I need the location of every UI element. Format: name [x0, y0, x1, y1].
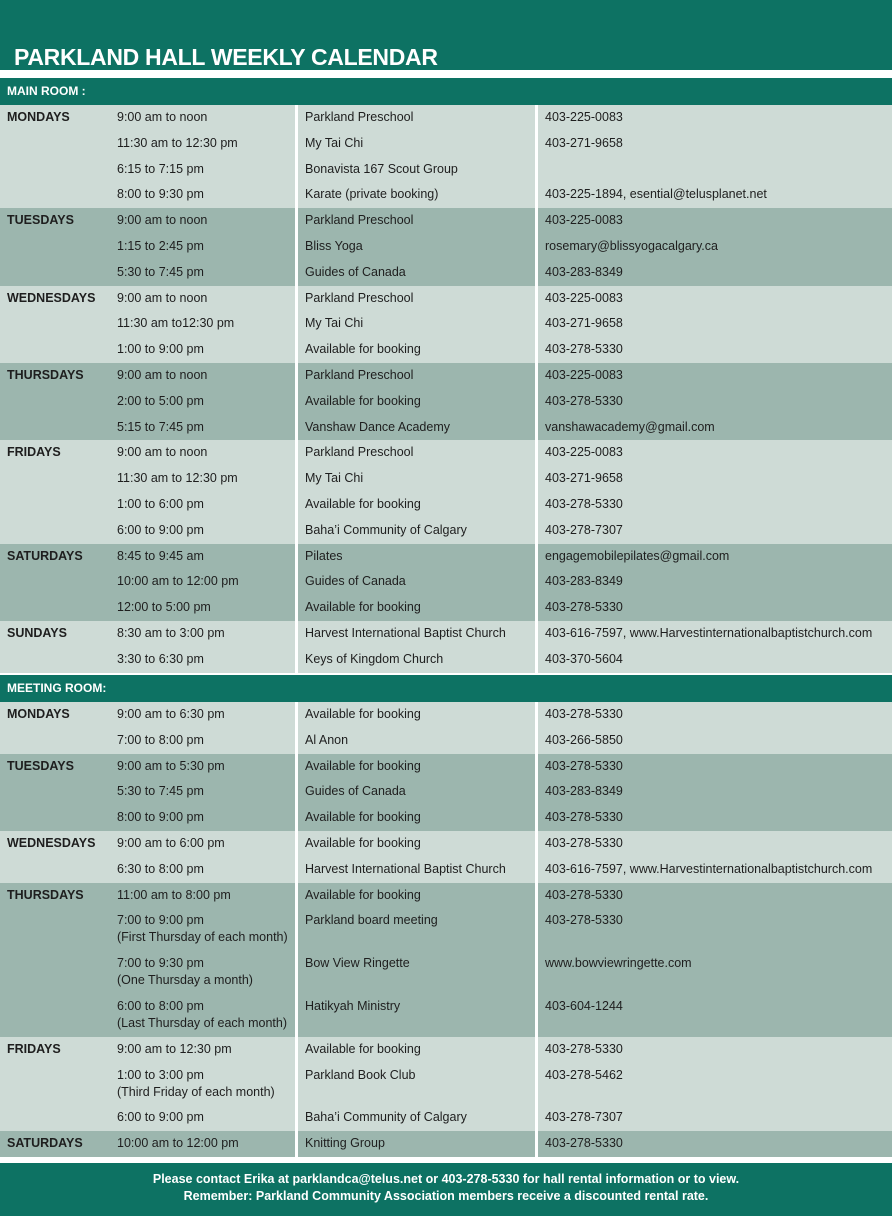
day-label: SATURDAYS — [7, 1136, 83, 1151]
time-text: 9:00 am to noon — [117, 110, 208, 124]
contact-info: rosemary@blissyogacalgary.ca — [545, 238, 718, 253]
column-divider — [295, 1037, 298, 1131]
page-title: PARKLAND HALL WEEKLY CALENDAR — [14, 44, 438, 70]
day-label: MONDAYS — [7, 110, 70, 124]
activity-name: Pilates — [305, 548, 343, 563]
time-slot — [117, 135, 238, 152]
section-header: MAIN ROOM : — [0, 78, 892, 105]
activity-name: Baha’i Community of Calgary — [305, 522, 467, 537]
time-slot — [117, 783, 204, 800]
time-slot — [117, 861, 204, 878]
time-text: 8:45 to 9:45 am — [117, 548, 204, 563]
time-text: 11:30 am to12:30 pm — [117, 316, 235, 331]
contact-info: 403-283-8349 — [545, 784, 623, 799]
time-slot — [117, 548, 204, 565]
column-divider — [295, 363, 298, 440]
contact-info: 403-225-0083 — [545, 110, 623, 124]
column-divider — [535, 754, 538, 831]
time-text: 10:00 am to 12:00 pm — [117, 574, 239, 589]
activity-name: Keys of Kingdom Church — [305, 651, 444, 666]
time-slot — [117, 522, 204, 539]
contact-info: 403-278-5330 — [545, 1136, 623, 1151]
activity-name: Available for booking — [305, 393, 421, 408]
contact-info: 403-278-5330 — [545, 342, 623, 357]
contact-info: vanshawacademy@gmail.com — [545, 419, 715, 434]
day-group — [0, 440, 892, 543]
day-label: MONDAYS — [7, 707, 70, 721]
contact-info: 403-278-5330 — [545, 600, 623, 615]
time-text: 11:30 am to 12:30 pm — [117, 471, 238, 486]
time-slot — [117, 1109, 204, 1126]
time-note: (One Thursday a month) — [117, 973, 253, 988]
time-text: 9:00 am to noon — [117, 445, 208, 460]
day-group — [0, 621, 892, 673]
day-label: TUESDAYS — [7, 758, 74, 773]
time-slot — [117, 809, 204, 826]
time-slot — [117, 887, 231, 904]
contact-info: 403-616-7597, www.Harvestinternationalbaptistchurch.com — [545, 626, 873, 640]
column-divider — [295, 621, 298, 673]
day-group — [0, 702, 892, 754]
contact-info: 403-278-5330 — [545, 393, 623, 408]
day-group — [0, 544, 892, 621]
time-text: 7:00 to 8:00 pm — [117, 732, 204, 747]
activity-name: Parkland Preschool — [305, 445, 414, 460]
activity-name: Knitting Group — [305, 1136, 385, 1151]
time-slot — [117, 212, 207, 229]
time-slot — [117, 955, 253, 989]
time-text: 2:00 to 5:00 pm — [117, 393, 204, 408]
contact-info: 403-225-0083 — [545, 368, 623, 382]
time-text: 5:15 to 7:45 pm — [117, 419, 204, 434]
time-text: 6:00 to 8:00 pm — [117, 998, 204, 1013]
activity-name: Hatikyah Ministry — [305, 998, 401, 1013]
time-slot — [117, 109, 207, 126]
time-text: 6:15 to 7:15 pm — [117, 161, 204, 176]
contact-info: 403-271-9658 — [545, 316, 623, 331]
column-divider — [535, 208, 538, 285]
column-divider — [535, 105, 538, 208]
time-slot — [117, 419, 204, 436]
time-slot — [117, 835, 225, 852]
activity-name: Bonavista 167 Scout Group — [305, 161, 458, 176]
column-divider — [295, 702, 298, 754]
day-group — [0, 754, 892, 831]
day-group — [0, 286, 892, 363]
time-text: 9:00 am to 12:30 pm — [117, 1041, 232, 1056]
day-group — [0, 363, 892, 440]
activity-name: Available for booking — [305, 707, 421, 721]
time-text: 8:00 to 9:00 pm — [117, 810, 204, 825]
time-slot — [117, 732, 204, 749]
time-slot — [117, 341, 204, 358]
contact-info: 403-278-7307 — [545, 522, 623, 537]
contact-info: 403-278-5330 — [545, 496, 623, 511]
contact-info: 403-278-5330 — [545, 887, 623, 902]
time-text: 1:15 to 2:45 pm — [117, 238, 204, 253]
column-divider — [535, 831, 538, 883]
contact-info: 403-283-8349 — [545, 574, 623, 589]
column-divider — [295, 1131, 298, 1157]
time-text: 8:00 to 9:30 pm — [117, 187, 204, 202]
footer-line-1: Please contact Erika at parklandca@telus.net or 403-278-5330 for hall rental information or to view. — [152, 1172, 740, 1186]
day-label: WEDNESDAYS — [7, 290, 96, 305]
activity-name: Harvest International Baptist Church — [305, 626, 506, 640]
time-slot — [117, 315, 234, 332]
contact-info: 403-278-5330 — [545, 810, 623, 825]
column-divider — [295, 883, 298, 1037]
day-label: SUNDAYS — [7, 626, 67, 640]
contact-info: 403-278-5330 — [545, 707, 623, 721]
time-slot — [117, 393, 204, 410]
activity-name: Bow View Ringette — [305, 956, 410, 971]
column-divider — [535, 440, 538, 543]
activity-name: Baha’i Community of Calgary — [305, 1110, 467, 1125]
contact-info: 403-604-1244 — [545, 998, 623, 1013]
time-text: 3:30 to 6:30 pm — [117, 651, 204, 666]
activity-name: Guides of Canada — [305, 574, 406, 589]
contact-info: 403-225-1894, esential@telusplanet.net — [545, 187, 767, 202]
contact-info: 403-283-8349 — [545, 264, 623, 279]
activity-name: My Tai Chi — [305, 316, 364, 331]
time-text: 9:00 am to 6:30 pm — [117, 707, 225, 721]
time-text: 10:00 am to 12:00 pm — [117, 1136, 239, 1151]
column-divider — [535, 1037, 538, 1131]
activity-name: Parkland board meeting — [305, 913, 438, 928]
time-text: 1:00 to 3:00 pm — [117, 1067, 204, 1082]
time-text: 6:00 to 9:00 pm — [117, 522, 204, 537]
activity-name: My Tai Chi — [305, 135, 364, 150]
time-slot — [117, 186, 204, 203]
column-divider — [295, 286, 298, 363]
column-divider — [535, 544, 538, 621]
activity-name: Parkland Preschool — [305, 368, 414, 382]
day-label: TUESDAYS — [7, 213, 74, 228]
time-slot — [117, 599, 211, 616]
time-text: 11:30 am to 12:30 pm — [117, 135, 238, 150]
contact-info: 403-278-5330 — [545, 758, 623, 773]
day-group — [0, 1131, 892, 1157]
footer-line-2: Remember: Parkland Community Association members receive a discounted rental rate. — [183, 1189, 709, 1203]
day-label: FRIDAYS — [7, 445, 61, 460]
section-header: MEETING ROOM: — [0, 675, 892, 702]
column-divider — [535, 1131, 538, 1157]
activity-name: Parkland Preschool — [305, 213, 414, 228]
time-slot — [117, 470, 238, 487]
day-label: WEDNESDAYS — [7, 836, 96, 850]
activity-name: Available for booking — [305, 887, 421, 902]
column-divider — [295, 544, 298, 621]
time-slot — [117, 1041, 232, 1058]
time-text: 7:00 to 9:00 pm — [117, 913, 204, 928]
time-slot — [117, 367, 207, 384]
column-divider — [535, 883, 538, 1037]
activity-name: Guides of Canada — [305, 784, 406, 799]
column-divider — [295, 754, 298, 831]
day-group — [0, 208, 892, 285]
activity-name: My Tai Chi — [305, 471, 364, 486]
activity-name: Al Anon — [305, 732, 349, 747]
contact-info: 403-271-9658 — [545, 135, 623, 150]
time-slot — [117, 998, 287, 1032]
title-bar — [0, 0, 892, 72]
time-slot — [117, 651, 204, 668]
contact-info: 403-278-7307 — [545, 1110, 623, 1125]
day-group — [0, 1037, 892, 1131]
time-text: 9:00 am to 5:30 pm — [117, 758, 225, 773]
contact-info: 403-278-5330 — [545, 836, 623, 850]
time-text: 6:30 to 8:00 pm — [117, 861, 204, 876]
column-divider — [295, 831, 298, 883]
activity-name: Guides of Canada — [305, 264, 406, 279]
activity-name: Available for booking — [305, 836, 421, 850]
day-label: FRIDAYS — [7, 1041, 61, 1056]
time-text: 9:00 am to 6:00 pm — [117, 836, 225, 850]
time-slot — [117, 264, 204, 281]
time-text: 1:00 to 6:00 pm — [117, 496, 204, 511]
day-label: THURSDAYS — [7, 368, 84, 382]
column-divider — [295, 208, 298, 285]
column-divider — [535, 621, 538, 673]
column-divider — [295, 105, 298, 208]
activity-name: Parkland Preschool — [305, 290, 414, 305]
day-group — [0, 105, 892, 208]
contact-info: 403-278-5330 — [545, 1041, 623, 1056]
time-note: (Last Thursday of each month) — [117, 1015, 287, 1030]
contact-info: www.bowviewringette.com — [545, 956, 692, 971]
time-slot — [117, 912, 288, 946]
contact-info: 403-225-0083 — [545, 445, 623, 460]
contact-info: 403-225-0083 — [545, 213, 623, 228]
time-text: 12:00 to 5:00 pm — [117, 600, 211, 615]
time-text: 5:30 to 7:45 pm — [117, 264, 204, 279]
time-slot — [117, 444, 207, 461]
time-text: 6:00 to 9:00 pm — [117, 1110, 204, 1125]
activity-name: Harvest International Baptist Church — [305, 861, 506, 876]
time-slot — [117, 238, 204, 255]
time-text: 8:30 am to 3:00 pm — [117, 626, 225, 640]
time-text: 5:30 to 7:45 pm — [117, 784, 204, 799]
day-group — [0, 831, 892, 883]
activity-name: Available for booking — [305, 600, 421, 615]
column-divider — [535, 702, 538, 754]
activity-name: Available for booking — [305, 342, 421, 357]
contact-info: 403-616-7597, www.Harvestinternationalbaptistchurch.com — [545, 861, 873, 876]
contact-info: 403-278-5462 — [545, 1067, 623, 1082]
activity-name: Available for booking — [305, 1041, 421, 1056]
activity-name: Bliss Yoga — [305, 238, 363, 253]
time-slot — [117, 290, 207, 307]
time-text: 9:00 am to noon — [117, 213, 208, 228]
time-slot — [117, 496, 204, 513]
day-label: SATURDAYS — [7, 548, 83, 563]
activity-name: Karate (private booking) — [305, 187, 439, 202]
time-slot — [117, 625, 225, 642]
time-slot — [117, 758, 225, 775]
activity-name: Parkland Book Club — [305, 1067, 416, 1082]
activity-name: Vanshaw Dance Academy — [305, 419, 450, 434]
activity-name: Available for booking — [305, 758, 421, 773]
time-text: 7:00 to 9:30 pm — [117, 956, 204, 971]
time-note: (Third Friday of each month) — [117, 1084, 275, 1099]
contact-info: 403-225-0083 — [545, 290, 623, 305]
column-divider — [535, 363, 538, 440]
time-text: 11:00 am to 8:00 pm — [117, 887, 231, 902]
contact-info: 403-370-5604 — [545, 651, 623, 666]
time-slot — [117, 1067, 275, 1101]
day-group — [0, 883, 892, 1037]
time-slot — [117, 1135, 239, 1152]
footer — [0, 1163, 892, 1216]
time-text: 9:00 am to noon — [117, 290, 208, 305]
day-label: THURSDAYS — [7, 887, 84, 902]
activity-name: Available for booking — [305, 810, 421, 825]
activity-name: Available for booking — [305, 496, 421, 511]
contact-info: 403-278-5330 — [545, 913, 623, 928]
time-note: (First Thursday of each month) — [117, 930, 288, 945]
column-divider — [295, 440, 298, 543]
contact-info: 403-266-5850 — [545, 732, 623, 747]
time-text: 9:00 am to noon — [117, 368, 208, 382]
contact-info: engagemobilepilates@gmail.com — [545, 548, 730, 563]
time-slot — [117, 573, 239, 590]
contact-info: 403-271-9658 — [545, 471, 623, 486]
time-slot — [117, 161, 204, 178]
time-slot — [117, 706, 225, 723]
column-divider — [535, 286, 538, 363]
activity-name: Parkland Preschool — [305, 110, 414, 124]
time-text: 1:00 to 9:00 pm — [117, 342, 204, 357]
